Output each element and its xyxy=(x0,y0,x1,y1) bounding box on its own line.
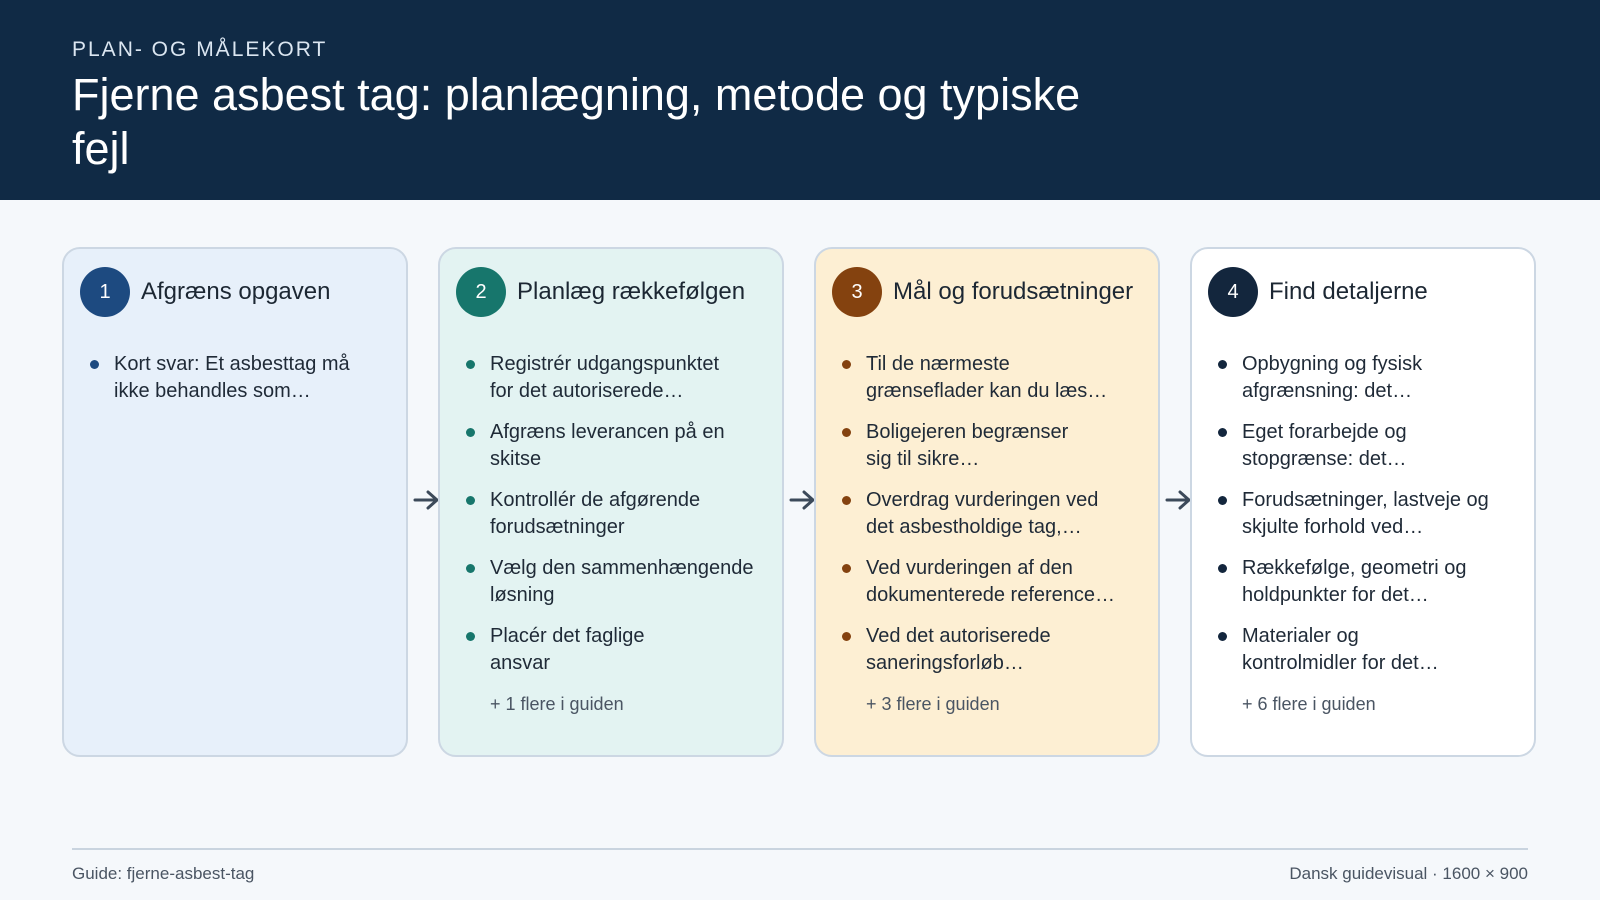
step-card-2 xyxy=(438,247,784,757)
step-number-badge: 2 xyxy=(456,267,506,317)
header-banner xyxy=(0,0,1600,200)
arrow-right-icon xyxy=(1165,488,1193,512)
bullet-dot-icon xyxy=(842,428,851,437)
bullet-text: Til de nærmeste grænseflader kan du læs… xyxy=(866,353,1108,402)
bullet-text: Afgræns leverancen på en skitse xyxy=(490,421,725,470)
bullet-text: Rækkefølge, geometri og holdpunkter for det… xyxy=(1242,557,1467,606)
bullet-dot-icon xyxy=(466,360,475,369)
arrow-right-icon xyxy=(413,488,441,512)
arrow-right-icon xyxy=(789,488,817,512)
bullet-dot-icon xyxy=(842,564,851,573)
list-item xyxy=(1218,487,1522,555)
step-number-badge: 3 xyxy=(832,267,882,317)
card-title: Find detaljerne xyxy=(1269,278,1428,305)
bullet-text: Ved det autoriserede saneringsforløb… xyxy=(866,625,1051,674)
list-item xyxy=(1218,555,1522,623)
bullet-text: Boligejeren begrænser sig til sikre… xyxy=(866,421,1069,470)
step-number-badge: 4 xyxy=(1208,267,1258,317)
step-card-4 xyxy=(1190,247,1536,757)
list-item xyxy=(842,623,1146,691)
bullet-dot-icon xyxy=(1218,360,1227,369)
eyebrow-label: PLAN- OG MÅLEKORT xyxy=(72,38,328,61)
bullet-dot-icon xyxy=(466,632,475,641)
more-in-guide-link[interactable]: + 3 flere i guiden xyxy=(866,694,1000,714)
bullet-text: Forudsætninger, lastveje og skjulte forhold ved… xyxy=(1242,489,1489,538)
bullet-list xyxy=(842,351,1146,691)
bullet-text: Registrér udgangspunktet for det autoriserede… xyxy=(490,353,720,402)
bullet-dot-icon xyxy=(1218,428,1227,437)
list-item xyxy=(842,419,1146,487)
bullet-text: Ved vurderingen af den dokumenterede reference… xyxy=(866,557,1116,606)
card-header xyxy=(456,267,774,317)
list-item xyxy=(466,351,770,419)
step-number-badge: 1 xyxy=(80,267,130,317)
bullet-dot-icon xyxy=(1218,632,1227,641)
list-item xyxy=(466,623,770,691)
list-item xyxy=(1218,623,1522,691)
card-title: Planlæg rækkefølgen xyxy=(517,278,746,305)
list-item xyxy=(90,351,394,419)
step-card-1 xyxy=(62,247,408,757)
card-header xyxy=(80,267,398,317)
list-item xyxy=(466,419,770,487)
bullet-text: Kontrollér de afgørende forudsætninger xyxy=(490,489,701,538)
bullet-dot-icon xyxy=(1218,564,1227,573)
card-header xyxy=(832,267,1150,317)
bullet-dot-icon xyxy=(842,496,851,505)
bullet-dot-icon xyxy=(1218,496,1227,505)
list-item xyxy=(842,555,1146,623)
step-card-3 xyxy=(814,247,1160,757)
more-in-guide-link[interactable]: + 1 flere i guiden xyxy=(490,694,624,714)
card-header xyxy=(1208,267,1526,317)
bullet-list xyxy=(1218,351,1522,691)
bullet-text: Opbygning og fysisk afgrænsning: det… xyxy=(1242,353,1423,402)
list-item xyxy=(1218,419,1522,487)
bullet-text: Eget forarbejde og stopgrænse: det… xyxy=(1242,421,1407,470)
list-item xyxy=(1218,351,1522,419)
bullet-dot-icon xyxy=(466,496,475,505)
card-title: Afgræns opgaven xyxy=(141,278,331,305)
bullet-dot-icon xyxy=(842,360,851,369)
card-title: Mål og forudsætninger xyxy=(893,278,1134,305)
footer-guide-label: Guide: fjerne-asbest-tag xyxy=(72,864,255,883)
footer-meta-label: Dansk guidevisual · 1600 × 900 xyxy=(1289,864,1528,883)
bullet-dot-icon xyxy=(842,632,851,641)
bullet-text: Placér det faglige ansvar xyxy=(490,625,645,674)
bullet-list xyxy=(466,351,770,691)
list-item xyxy=(466,487,770,555)
bullet-text: Vælg den sammenhængende løsning xyxy=(490,557,754,606)
more-in-guide-link[interactable]: + 6 flere i guiden xyxy=(1242,694,1376,714)
bullet-text: Kort svar: Et asbesttag må ikke behandles som… xyxy=(114,353,350,402)
bullet-dot-icon xyxy=(466,564,475,573)
page-title: Fjerne asbest tag: planlægning, metode og typiske fejl xyxy=(72,69,1081,174)
bullet-dot-icon xyxy=(466,428,475,437)
bullet-dot-icon xyxy=(90,360,99,369)
list-item xyxy=(466,555,770,623)
list-item xyxy=(842,351,1146,419)
bullet-text: Materialer og kontrolmidler for det… xyxy=(1242,625,1439,674)
footer-divider xyxy=(72,848,1528,850)
list-item xyxy=(842,487,1146,555)
bullet-text: Overdrag vurderingen ved det asbestholdige tag,… xyxy=(866,489,1099,538)
bullet-list xyxy=(90,351,394,419)
